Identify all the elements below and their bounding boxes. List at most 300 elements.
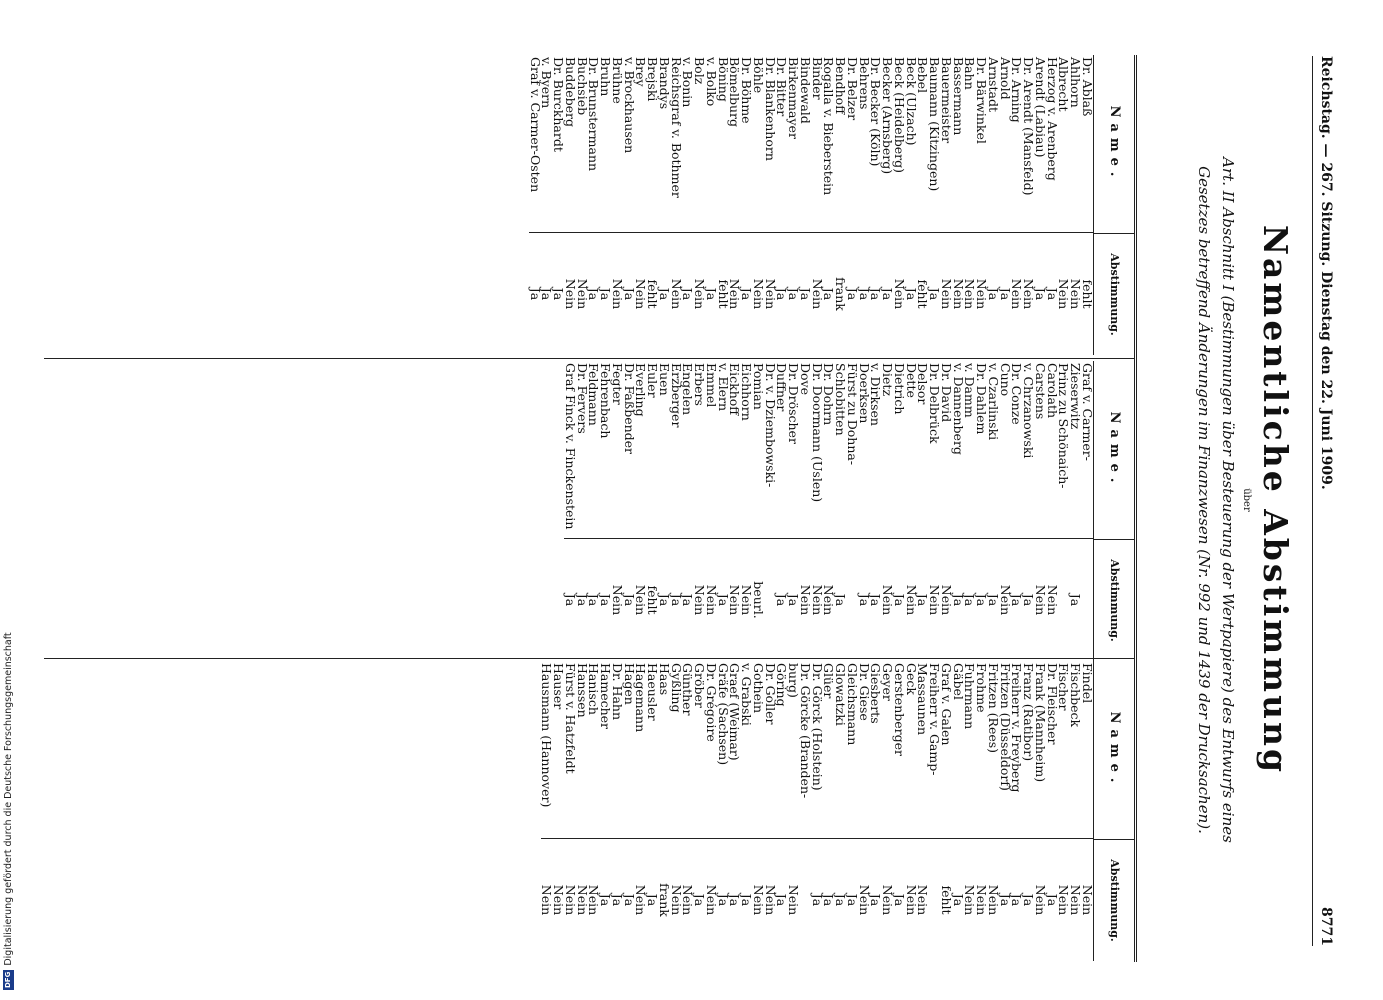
member-name: Erbers (694, 361, 706, 539)
vote-value: Nein (903, 884, 919, 916)
member-name: Cuno (999, 361, 1011, 539)
dfg-logo: DFG (3, 971, 12, 988)
column-header (1093, 361, 1134, 661)
member-name: Bolz (694, 55, 706, 233)
member-name: Dr. Faßbender (623, 361, 635, 539)
table-row (1070, 361, 1082, 661)
vote-value: Ja (774, 287, 790, 301)
vote-value: Nein (539, 884, 555, 916)
member-name: Engelen (682, 361, 694, 539)
member-name: Eickhoff (729, 361, 741, 539)
table-row (635, 661, 647, 961)
table-row (611, 361, 623, 661)
member-name: Beck (Ulzach) (905, 55, 917, 233)
member-name: Doerksen (858, 361, 870, 539)
member-name: Fürst v. Hatzfeldt (564, 661, 576, 839)
member-name: Eichhorn (741, 361, 753, 539)
vote-value: Nein (962, 278, 978, 310)
vote-value: Nein (692, 278, 708, 310)
member-name: Freiherr v. Freyberg (1011, 661, 1023, 839)
vote-value: Ja (809, 893, 825, 907)
table-row (1081, 361, 1093, 661)
vote-value: Ja (551, 287, 567, 301)
table-row (1011, 55, 1023, 355)
member-name: Dietz (882, 361, 894, 539)
table-row (917, 661, 929, 961)
member-name: Hauser (553, 661, 565, 839)
member-name: Dr. Dröscher (788, 361, 800, 539)
vote-value: Ja (739, 287, 755, 301)
column-header (1093, 661, 1134, 961)
member-name: Brühne (611, 55, 623, 233)
vote-value: Ja (856, 593, 872, 607)
member-name: Franz (Ratibor) (1023, 661, 1035, 839)
member-name: Dr. Bärwinkel (976, 55, 988, 233)
table-row (788, 661, 800, 961)
member-name: Bömelburg (729, 55, 741, 233)
table-row (1070, 661, 1082, 961)
member-name: Duffner (776, 361, 788, 539)
member-name: Bebel (917, 55, 929, 233)
vote-value: Ja (997, 893, 1013, 907)
vote-value: Nein (739, 584, 755, 616)
vote-value: Ja (856, 287, 872, 301)
member-name: Graf v. Carmer- (1081, 361, 1093, 539)
vote-value: Ja (1009, 893, 1025, 907)
table-row (940, 661, 952, 961)
member-name: v. Grabski (741, 661, 753, 839)
subtitle-line-2: Gesetzes betreffend Änderungen im Finanzwesen (Nr. 992 und 1439 der Drucksachen). (1195, 166, 1213, 834)
vote-value: Ja (621, 593, 637, 607)
table-row (929, 55, 941, 355)
table-row (764, 55, 776, 355)
table-row (741, 55, 753, 355)
table-row (658, 361, 670, 661)
member-name: Dr. Görcke (Branden- (799, 661, 811, 839)
vote-value: Nein (927, 584, 943, 616)
vote-value: Nein (997, 584, 1013, 616)
vote-value: Nein (762, 278, 778, 310)
vote-value: Nein (633, 884, 649, 916)
member-name: Bassermann (952, 55, 964, 233)
column-header (1093, 55, 1134, 355)
member-name: Dr. Arning (1011, 55, 1023, 233)
vote-value: Ja (598, 593, 614, 607)
vote-value: Nein (903, 584, 919, 616)
member-name: Geck (905, 661, 917, 839)
vote-value: Ja (610, 893, 625, 907)
member-name: Bahn (964, 55, 976, 233)
vote-value: Ja (1068, 593, 1084, 607)
vote-value: Nein (809, 278, 825, 310)
subtitle-line-1: Art. II Abschnitt I (Bestimmungen über Besteuerung der Wertpapiere) des Entwurfs eines (1219, 157, 1237, 843)
name-header: Name. (1094, 55, 1134, 234)
member-name: Gothein (752, 661, 764, 839)
page-title: Namentliche Abstimmung (1256, 224, 1295, 776)
member-name: Binder (811, 55, 823, 233)
vote-value: Nein (786, 884, 802, 916)
vote-value: Nein (915, 884, 931, 916)
member-name: Glüer (823, 661, 835, 839)
member-name: Dr. Hahn (611, 661, 623, 839)
member-name: Glowatzki (835, 661, 847, 839)
member-name: Gäbel (952, 661, 964, 839)
vote-column-1 (44, 55, 1134, 355)
member-name: Buchsieb (576, 55, 588, 233)
table-row (788, 55, 800, 355)
member-name: Böhle (752, 55, 764, 233)
vote-value: Nein (939, 584, 954, 616)
table-row (741, 361, 753, 661)
vote-value: Ja (950, 593, 966, 607)
member-name: Hausmann (Hannover) (541, 661, 553, 839)
vote-value: beurl. (751, 581, 766, 619)
member-name: Dr. Delbrück (929, 361, 941, 539)
vote-value: Nein (1033, 884, 1048, 916)
member-name: Fischer (1058, 661, 1070, 839)
vote-value: Ja (892, 593, 907, 607)
table-row (882, 361, 894, 661)
member-name: Zieserwitz (1070, 361, 1082, 539)
member-name: Massaunen (917, 661, 929, 839)
vote-value: Ja (598, 287, 614, 301)
vote-value: Nein (610, 278, 625, 310)
vote-value: Nein (974, 278, 990, 310)
table-row (541, 661, 553, 961)
table-row (694, 55, 706, 355)
table-row (929, 361, 941, 661)
member-name: Hagen (623, 661, 635, 839)
vote-value: Nein (563, 884, 578, 916)
member-name: Dr. Conze (1011, 361, 1023, 539)
vote-value: Ja (927, 287, 943, 301)
member-name: Schlobitten (835, 361, 847, 539)
table-row (553, 55, 565, 355)
table-row (553, 661, 565, 961)
vote-value: Ja (1009, 593, 1025, 607)
vote-value: Ja (774, 893, 790, 907)
table-row (976, 55, 988, 355)
vote-value: Nein (986, 884, 1001, 916)
vote-value: Nein (821, 584, 837, 616)
member-name: Dr. Böhme (741, 55, 753, 233)
vote-value: Ja (704, 287, 719, 301)
vote-value: Ja (962, 593, 978, 607)
member-name: Herzog v. Arenberg (1046, 55, 1058, 233)
member-name: Arendt (Labiau) (1034, 55, 1046, 233)
member-name: Arnstadt (987, 55, 999, 233)
vote-value: Ja (621, 287, 637, 301)
member-name: Euen (658, 361, 670, 539)
member-name: Arnold (999, 55, 1011, 233)
member-name: Dr. Bitter (776, 55, 788, 233)
vote-value: Nein (668, 278, 684, 310)
vote-value: frank (657, 883, 672, 917)
member-name: Dr. Fleischer (1046, 661, 1058, 839)
credit-text: Digitalisierung gefördert durch die Deutsche Forschungsgemeinschaft (2, 632, 14, 966)
member-name: Pomian (752, 361, 764, 539)
vote-value: Nein (1056, 884, 1072, 916)
member-name: Dr. Fervers (576, 361, 588, 539)
member-name: Hanisch (588, 661, 600, 839)
member-name: Bindewald (799, 55, 811, 233)
vote-value: Nein (586, 884, 602, 916)
vote-value: Nein (762, 884, 778, 916)
member-name: Dr. David (940, 361, 952, 539)
vote-value: Nein (1056, 278, 1072, 310)
vote-value: Nein (1044, 584, 1060, 616)
vote-value: Ja (563, 593, 578, 607)
vote-value: Ja (1044, 287, 1060, 301)
vote-value: Ja (915, 593, 931, 607)
vote-value: Ja (892, 893, 907, 907)
vote-value: Nein (563, 278, 578, 310)
member-name: v. Brockhausen (623, 55, 635, 233)
vote-value: Nein (574, 278, 590, 310)
vote-value: Ja (645, 893, 661, 907)
member-name: Becker (Arnsberg) (882, 55, 894, 233)
member-name: Gleichsmann (846, 661, 858, 839)
member-name: Geyer (882, 661, 894, 839)
member-name: Fürst zu Dohna- (846, 361, 858, 539)
table-row (752, 661, 764, 961)
vote-value: Ja (715, 893, 731, 907)
member-name: Fritzen (Düsseldorf) (999, 661, 1011, 839)
member-name: Erzberger (670, 361, 682, 539)
member-name: Bendhoff (835, 55, 847, 233)
member-name: Gyßling (670, 661, 682, 839)
vote-value: Ja (986, 593, 1001, 607)
table-row (600, 361, 612, 661)
table-row (987, 55, 999, 355)
vote-value: Nein (892, 278, 907, 310)
vote-column-2 (44, 361, 1134, 661)
table-row (647, 661, 659, 961)
table-row (788, 361, 800, 661)
vote-value: Nein (1068, 278, 1084, 310)
table-row (987, 361, 999, 661)
vote-column-3 (44, 661, 1134, 961)
vote-value: Ja (680, 593, 696, 607)
vote-value: Nein (1068, 884, 1084, 916)
vote-value: Nein (610, 584, 625, 616)
vote-value: Nein (856, 884, 872, 916)
vote-value: Ja (657, 287, 672, 301)
member-name: Graf Finck v. Finckenstein (564, 361, 576, 539)
column-divider (44, 358, 1134, 359)
member-name: v. Dirksen (870, 361, 882, 539)
vote-value (1081, 539, 1093, 661)
table-row (940, 55, 952, 355)
table-row (741, 661, 753, 961)
vote-value (929, 839, 941, 961)
table-row (987, 661, 999, 961)
vote-value: Ja (727, 893, 743, 907)
member-name: Reichsgraf v. Bothmer (670, 55, 682, 233)
vote-value: Ja (833, 593, 849, 607)
table-row (929, 661, 941, 961)
table-row (705, 661, 717, 961)
table-row (893, 661, 905, 961)
member-name: Günther (682, 661, 694, 839)
member-name: Everling (635, 361, 647, 539)
table-row (882, 661, 894, 961)
vote-value: frank (833, 277, 849, 311)
member-name: Dr. Doormann (Uslen) (811, 361, 823, 539)
vote-value: Nein (798, 584, 813, 616)
vote-value: Nein (704, 884, 719, 916)
vote-value: Ja (997, 287, 1013, 301)
member-name: Fehrenbach (600, 361, 612, 539)
vote-value: Nein (1033, 584, 1048, 616)
member-name: Graef (Weimar) (729, 661, 741, 839)
table-row (705, 361, 717, 661)
vote-value: Nein (680, 884, 696, 916)
member-name: Baumann (Kitzingen) (929, 55, 941, 233)
vote-value: Ja (774, 593, 790, 607)
vote-value: fehlt (715, 279, 731, 309)
member-name: Bruhn (600, 55, 612, 233)
member-name: Dr. Blankenhorn (764, 55, 776, 233)
member-name: Euler (647, 361, 659, 539)
vote-value: Ja (868, 287, 884, 301)
vote-value: Ja (786, 593, 802, 607)
vote-value: Nein (974, 884, 990, 916)
vote-value: Nein (1080, 884, 1095, 916)
member-name: Fuhrmann (964, 661, 976, 839)
member-name: Carstens (1034, 361, 1046, 539)
vote-value: Ja (586, 593, 602, 607)
vote-value (799, 839, 811, 961)
vote-value: Ja (868, 593, 884, 607)
member-name: Gerstenberger (893, 661, 905, 839)
table-row (835, 55, 847, 355)
table-row (917, 361, 929, 661)
table-row (1034, 55, 1046, 355)
table-row (1011, 361, 1023, 661)
member-name: Prinz zu Schönaich- (1058, 361, 1070, 539)
vote-value: Ja (798, 287, 813, 301)
member-name: Dr. Goller (764, 661, 776, 839)
table-row (705, 55, 717, 355)
table-row (647, 55, 659, 355)
vote-value: Ja (821, 287, 837, 301)
vote-value: Nein (727, 584, 743, 616)
vote-header: Abstimmung. (1107, 559, 1121, 642)
member-name: Dr. Ablaß (1081, 55, 1093, 233)
vote-value: Ja (880, 287, 896, 301)
table-row (694, 661, 706, 961)
table-row (1034, 361, 1046, 661)
member-name: Hagemann (635, 661, 647, 839)
member-name: Behrens (858, 55, 870, 233)
member-name: Fischbeck (1070, 661, 1082, 839)
running-header (1312, 56, 1339, 946)
member-name: Haeusler (647, 661, 659, 839)
vote-value: Ja (950, 893, 966, 907)
vote-value: Nein (704, 584, 719, 616)
vote-value: fehlt (939, 885, 954, 915)
member-name: Dove (799, 361, 811, 539)
table-row (564, 361, 576, 661)
vote-header: Abstimmung. (1107, 859, 1121, 942)
vote-value: Ja (574, 593, 590, 607)
table-row (647, 361, 659, 661)
table-row (846, 55, 858, 355)
member-name: Frohme (976, 661, 988, 839)
member-name: Delsor (917, 361, 929, 539)
member-name: Dr. Grégoire (705, 661, 717, 839)
vote-value: Nein (751, 884, 766, 916)
vote-value: Ja (621, 893, 637, 907)
vote-header: Abstimmung. (1107, 253, 1121, 336)
member-name: Dr. Giese (858, 661, 870, 839)
member-name: Beck (Heidelberg) (893, 55, 905, 233)
table-row (835, 661, 847, 961)
member-name: v. Czarlinski (987, 361, 999, 539)
member-name: Freiherr v. Gamp- (929, 661, 941, 839)
table-row (799, 55, 811, 355)
table-row (1023, 55, 1035, 355)
table-row (658, 55, 670, 355)
vote-value: Ja (586, 287, 602, 301)
table-row (893, 55, 905, 355)
vote-value: Ja (845, 287, 860, 301)
member-name: Carolath (1046, 361, 1058, 539)
table-row (1023, 661, 1035, 961)
member-name: Brandys (658, 55, 670, 233)
member-name: Gräfe (Sachsen) (717, 661, 729, 839)
member-name: v. Dannenberg (952, 361, 964, 539)
table-row (823, 55, 835, 355)
vote-value: Nein (633, 278, 649, 310)
member-name: Graf v. Galen (940, 661, 952, 839)
member-name: burg) (788, 661, 800, 839)
vote-value: Nein (939, 278, 954, 310)
member-name: Giesberts (870, 661, 882, 839)
vote-value: Nein (1009, 278, 1025, 310)
vote-value: Ja (833, 893, 849, 907)
table-row (976, 661, 988, 961)
vote-value: Nein (633, 584, 649, 616)
vote-value: Ja (527, 287, 543, 301)
vote-value (846, 539, 858, 661)
member-name: Gröber (694, 661, 706, 839)
table-row (964, 661, 976, 961)
vote-value: fehlt (915, 279, 931, 309)
vote-value: fehlt (645, 279, 661, 309)
vote-value: Nein (809, 584, 825, 616)
table-row (752, 55, 764, 355)
vote-value: Ja (1021, 893, 1037, 907)
table-row (882, 55, 894, 355)
member-name: Dr. Belzer (846, 55, 858, 233)
vote-value: Ja (680, 287, 696, 301)
member-name: Birkenmayer (788, 55, 800, 233)
table-row (600, 661, 612, 961)
vote-value: Ja (1044, 893, 1060, 907)
member-name: Bauermeister (940, 55, 952, 233)
member-name: v. Chrzanowski (1023, 361, 1035, 539)
vote-value: Ja (974, 593, 990, 607)
table-row (1070, 55, 1082, 355)
vote-value: Ja (986, 287, 1001, 301)
member-name: Dr. Burckhardt (553, 55, 565, 233)
table-row (893, 361, 905, 661)
table-row (529, 55, 541, 355)
vote-value: Ja (668, 593, 684, 607)
name-header: Name. (1094, 661, 1134, 840)
